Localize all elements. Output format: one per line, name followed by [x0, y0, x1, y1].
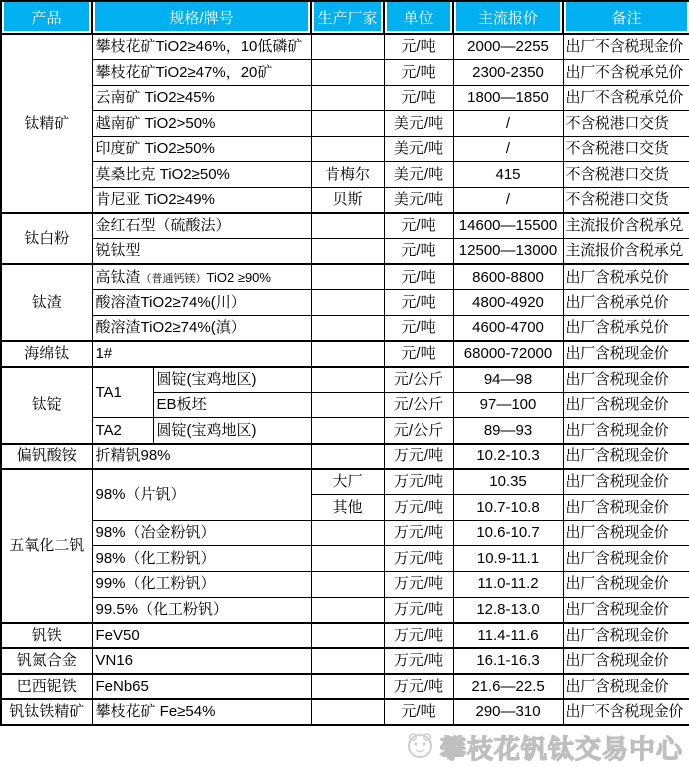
table-row [1, 341, 689, 367]
spec-cell: 高钛渣（普通钙镁）TiO2 ≥90% [92, 264, 311, 290]
table-row [1, 188, 689, 214]
table-row [1, 60, 689, 86]
spec-cell: 莫桑比克 TiO2≥50% [92, 162, 311, 188]
spec-cell: VN16 [92, 648, 311, 674]
manufacturer-cell [311, 597, 384, 623]
table-row [1, 469, 689, 495]
manufacturer-cell [311, 418, 384, 444]
unit-cell: 万元/吨 [384, 571, 453, 597]
price-cell: 16.1-16.3 [453, 648, 563, 674]
manufacturer-cell [311, 239, 384, 265]
note-cell: 主流报价含税承兑 [563, 239, 689, 265]
header-price: 主流报价 [453, 1, 563, 34]
price-cell: 4800-4920 [453, 290, 563, 316]
note-cell: 出厂含税现金价 [563, 469, 689, 495]
spec-cell: 攀枝花矿TiO2≥46%，10低磷矿 [92, 34, 311, 60]
table-row [1, 623, 689, 649]
table-row [1, 316, 689, 342]
product-cell: 钛渣 [1, 264, 92, 341]
price-cell: 12.8-13.0 [453, 597, 563, 623]
spec-cell: 越南矿 TiO2>50% [92, 111, 311, 137]
price-cell: 4600-4700 [453, 316, 563, 342]
manufacturer-cell [311, 60, 384, 86]
price-cell: 14600—15500 [453, 213, 563, 239]
unit-cell: 万元/吨 [384, 597, 453, 623]
unit-cell: 美元/吨 [384, 162, 453, 188]
price-cell: / [453, 111, 563, 137]
table-row [1, 674, 689, 700]
unit-cell: 元/吨 [384, 290, 453, 316]
price-cell: 97—100 [453, 392, 563, 418]
manufacturer-cell [311, 520, 384, 546]
table-row [1, 597, 689, 623]
note-cell: 出厂含税现金价 [563, 623, 689, 649]
spec-cell: 98%（片钒） [92, 469, 311, 520]
note-cell: 出厂含税现金价 [563, 546, 689, 572]
table-row [1, 85, 689, 111]
spec-cell: 攀枝花矿TiO2≥47%，20矿 [92, 60, 311, 86]
table-header [1, 1, 689, 34]
spec-cell: 圆锭(宝鸡地区) [153, 367, 311, 393]
price-cell: 8600-8800 [453, 264, 563, 290]
unit-cell: 元/吨 [384, 341, 453, 367]
price-cell: 10.2-10.3 [453, 444, 563, 470]
unit-cell: 元/吨 [384, 264, 453, 290]
price-cell: 10.7-10.8 [453, 495, 563, 521]
spec-cell: 98%（化工粉钒） [92, 546, 311, 572]
table-row [1, 213, 689, 239]
price-cell: / [453, 188, 563, 214]
table-row [1, 162, 689, 188]
note-cell: 出厂含税承兑价 [563, 316, 689, 342]
price-cell: 290—310 [453, 699, 563, 725]
manufacturer-cell [311, 341, 384, 367]
note-cell: 不含税港口交货 [563, 136, 689, 162]
manufacturer-cell [311, 623, 384, 649]
table-row [1, 290, 689, 316]
unit-cell: 美元/吨 [384, 111, 453, 137]
product-cell: 钛精矿 [1, 34, 92, 213]
manufacturer-cell [311, 571, 384, 597]
product-cell: 钛锭 [1, 367, 92, 444]
price-cell: 12500—13000 [453, 239, 563, 265]
table-row [1, 264, 689, 290]
header-manufacturer: 生产厂家 [311, 1, 384, 34]
spec-cell: 云南矿 TiO2≥45% [92, 85, 311, 111]
product-cell: 偏钒酸铵 [1, 444, 92, 470]
manufacturer-cell [311, 111, 384, 137]
table-row [1, 571, 689, 597]
spec-cell: TA1 [92, 367, 153, 418]
product-cell: 五氧化二钒 [1, 469, 92, 623]
spec-cell: 肯尼亚 TiO2≥49% [92, 188, 311, 214]
manufacturer-cell [311, 136, 384, 162]
manufacturer-cell [311, 444, 384, 470]
manufacturer-cell [311, 290, 384, 316]
spec-cell: EB板坯 [153, 392, 311, 418]
note-cell: 出厂含税现金价 [563, 674, 689, 700]
header-product: 产品 [1, 1, 92, 34]
unit-cell: 万元/吨 [384, 469, 453, 495]
note-cell: 出厂含税现金价 [563, 418, 689, 444]
price-cell: 10.35 [453, 469, 563, 495]
product-cell: 钒铁 [1, 623, 92, 649]
note-cell: 主流报价含税承兑 [563, 213, 689, 239]
price-cell: 11.0-11.2 [453, 571, 563, 597]
note-cell: 出厂含税现金价 [563, 648, 689, 674]
spec-cell: 锐钛型 [92, 239, 311, 265]
price-cell: 89—93 [453, 418, 563, 444]
header-spec: 规格/牌号 [92, 1, 311, 34]
manufacturer-cell [311, 648, 384, 674]
note-cell: 出厂含税现金价 [563, 495, 689, 521]
spec-cell: 酸溶渣TiO2≥74%(滇） [92, 316, 311, 342]
unit-cell: 万元/吨 [384, 520, 453, 546]
manufacturer-cell [311, 546, 384, 572]
manufacturer-cell: 大厂 [311, 469, 384, 495]
price-cell: 2000—2255 [453, 34, 563, 60]
note-cell: 出厂含税现金价 [563, 367, 689, 393]
manufacturer-cell [311, 264, 384, 290]
unit-cell: 万元/吨 [384, 648, 453, 674]
note-cell: 出厂不含税现金价 [563, 699, 689, 725]
price-cell: 10.6-10.7 [453, 520, 563, 546]
unit-cell: 美元/吨 [384, 188, 453, 214]
table-row [1, 444, 689, 470]
manufacturer-cell [311, 213, 384, 239]
header-note: 备注 [563, 1, 689, 34]
table-row [1, 34, 689, 60]
spec-cell: 金红石型（硫酸法） [92, 213, 311, 239]
spec-cell: 攀枝花矿 Fe≥54% [92, 699, 311, 725]
unit-cell: 元/吨 [384, 239, 453, 265]
manufacturer-cell: 其他 [311, 495, 384, 521]
manufacturer-cell [311, 699, 384, 725]
manufacturer-cell [311, 674, 384, 700]
unit-cell: 元/公斤 [384, 392, 453, 418]
exchange-logo-icon [404, 729, 436, 766]
watermark [0, 727, 689, 767]
note-cell: 出厂含税现金价 [563, 392, 689, 418]
note-cell: 不含税港口交货 [563, 162, 689, 188]
table-row [1, 520, 689, 546]
product-cell: 钒氮合金 [1, 648, 92, 674]
note-cell: 不含税港口交货 [563, 188, 689, 214]
note-cell: 出厂含税现金价 [563, 444, 689, 470]
product-cell: 钛白粉 [1, 213, 92, 264]
manufacturer-cell [311, 85, 384, 111]
note-cell: 出厂含税现金价 [563, 597, 689, 623]
unit-cell: 元/吨 [384, 85, 453, 111]
table-body [1, 34, 689, 725]
product-cell: 钒钛铁精矿 [1, 699, 92, 725]
note-cell: 出厂含税现金价 [563, 341, 689, 367]
product-cell: 海绵钛 [1, 341, 92, 367]
price-cell: 68000-72000 [453, 341, 563, 367]
table-row [1, 367, 689, 393]
watermark-text: 攀枝花钒钛交易中心 [439, 733, 683, 764]
note-cell: 出厂不含税现金价 [563, 34, 689, 60]
note-cell: 出厂含税现金价 [563, 571, 689, 597]
unit-cell: 万元/吨 [384, 674, 453, 700]
price-cell: 1800—1850 [453, 85, 563, 111]
price-cell: / [453, 136, 563, 162]
unit-cell: 元/吨 [384, 699, 453, 725]
table-row [1, 111, 689, 137]
table-row [1, 648, 689, 674]
price-cell: 10.9-11.1 [453, 546, 563, 572]
price-cell: 2300-2350 [453, 60, 563, 86]
spec-cell: 印度矿 TiO2≥50% [92, 136, 311, 162]
table-row [1, 418, 689, 444]
unit-cell: 元/吨 [384, 60, 453, 86]
manufacturer-cell [311, 392, 384, 418]
unit-cell: 万元/吨 [384, 623, 453, 649]
manufacturer-cell: 肯梅尔 [311, 162, 384, 188]
note-cell: 出厂不含税承兑价 [563, 60, 689, 86]
manufacturer-cell [311, 367, 384, 393]
unit-cell: 万元/吨 [384, 495, 453, 521]
spec-cell: TA2 [92, 418, 153, 444]
spec-cell: 1# [92, 341, 311, 367]
price-cell: 21.6—22.5 [453, 674, 563, 700]
header-unit: 单位 [384, 1, 453, 34]
table-row [1, 699, 689, 725]
note-cell: 不含税港口交货 [563, 111, 689, 137]
spec-cell: FeNb65 [92, 674, 311, 700]
spec-cell: 折精钒98% [92, 444, 311, 470]
note-cell: 出厂不含税承兑价 [563, 85, 689, 111]
note-cell: 出厂含税现金价 [563, 520, 689, 546]
price-cell: 415 [453, 162, 563, 188]
unit-cell: 元/吨 [384, 34, 453, 60]
spec-cell: 圆锭(宝鸡地区) [153, 418, 311, 444]
manufacturer-cell: 贝斯 [311, 188, 384, 214]
unit-cell: 美元/吨 [384, 136, 453, 162]
unit-cell: 元/公斤 [384, 367, 453, 393]
manufacturer-cell [311, 316, 384, 342]
price-cell: 94—98 [453, 367, 563, 393]
spec-cell: 酸溶渣TiO2≥74%(川） [92, 290, 311, 316]
spec-cell: 99.5%（化工粉钒） [92, 597, 311, 623]
unit-cell: 万元/吨 [384, 444, 453, 470]
spec-cell: 99%（化工粉钒） [92, 571, 311, 597]
spec-cell: 98%（冶金粉钒） [92, 520, 311, 546]
unit-cell: 万元/吨 [384, 546, 453, 572]
note-cell: 出厂含税承兑价 [563, 290, 689, 316]
table-row [1, 239, 689, 265]
price-cell: 11.4-11.6 [453, 623, 563, 649]
unit-cell: 元/吨 [384, 316, 453, 342]
manufacturer-cell [311, 34, 384, 60]
product-cell: 巴西铌铁 [1, 674, 92, 700]
unit-cell: 元/公斤 [384, 418, 453, 444]
table-row [1, 136, 689, 162]
note-cell: 出厂含税承兑价 [563, 264, 689, 290]
table-row [1, 546, 689, 572]
spec-cell: FeV50 [92, 623, 311, 649]
unit-cell: 元/吨 [384, 213, 453, 239]
